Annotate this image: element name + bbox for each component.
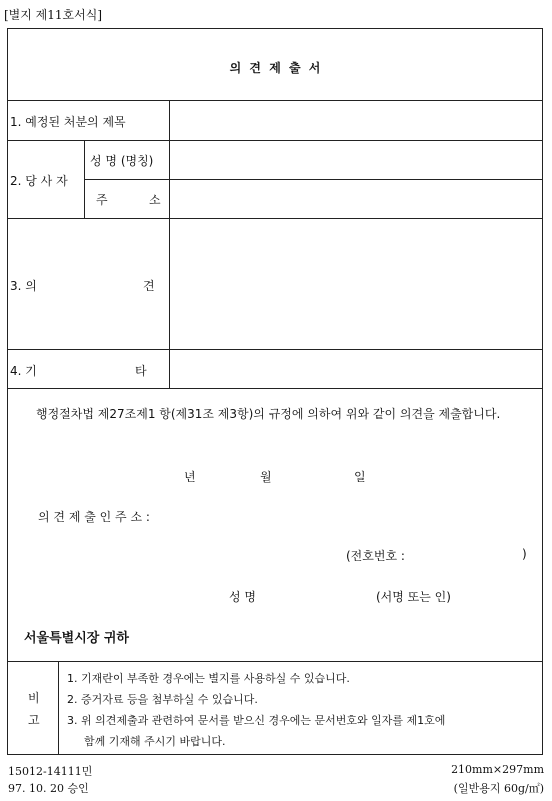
disposition-title-label: 1. 예정된 처분의 제목 [10,115,126,129]
document-title: 의 견 제 출 서 [229,61,323,75]
name-field[interactable] [170,141,542,179]
remarks-label-a: 비 [28,691,40,705]
party-label: 2. 당 사 자 [10,174,68,188]
date-year: 년 [184,470,196,484]
address-label-a: 주 [96,193,108,207]
opinion-label-a: 3. 의 [10,279,37,293]
other-label-b: 타 [135,364,147,378]
divider [7,388,543,389]
divider [7,661,543,662]
approval-date: 97. 10. 20 승인 [8,782,89,795]
date-day: 일 [354,470,366,484]
phone-close: ) [522,547,527,561]
remark-item: 3. 위 의견제출과 관련하여 문서를 받으신 경우에는 문서번호와 일자를 제1호에 [67,714,446,727]
submission-statement: 행정절차법 제27조제1 항(제31조 제3항)의 규정에 의하여 위와 같이 의견을 제출합니다. [36,407,501,421]
address-field[interactable] [170,180,542,218]
disposition-title-field[interactable] [170,101,542,140]
form-code: 15012-14111민 [8,765,93,778]
submitter-address-label: 의 견 제 출 인 주 소 : [38,510,150,524]
phone-label: (전호번호 : [346,549,405,563]
other-label-a: 4. 기 [10,364,37,378]
name-label: 성 명 (명칭) [90,154,154,168]
date-month: 월 [260,470,272,484]
sign-name-label: 성 명 [229,590,256,604]
divider [84,140,85,218]
opinion-label-b: 견 [143,279,155,293]
paper-size: 210mm×297mm [451,763,544,776]
remark-item: 함께 기재해 주시기 바랍니다. [84,735,226,748]
opinion-field[interactable] [170,219,542,349]
form-number-label: [별지 제11호서식] [4,8,102,22]
paper-weight: (일반용지 60g/㎡) [453,782,544,795]
sign-note: (서명 또는 인) [376,590,451,604]
phone-field[interactable] [420,542,520,564]
remark-item: 2. 증거자료 등을 첨부하실 수 있습니다. [67,693,258,706]
submitter-address-field[interactable] [185,503,525,525]
remark-item: 1. 기재란이 부족한 경우에는 별지를 사용하실 수 있습니다. [67,672,350,685]
addressee: 서울특별시장 귀하 [24,631,129,646]
other-field[interactable] [170,350,542,388]
address-label-b: 소 [149,193,161,207]
divider [58,661,59,755]
remarks-label-b: 고 [28,713,40,727]
